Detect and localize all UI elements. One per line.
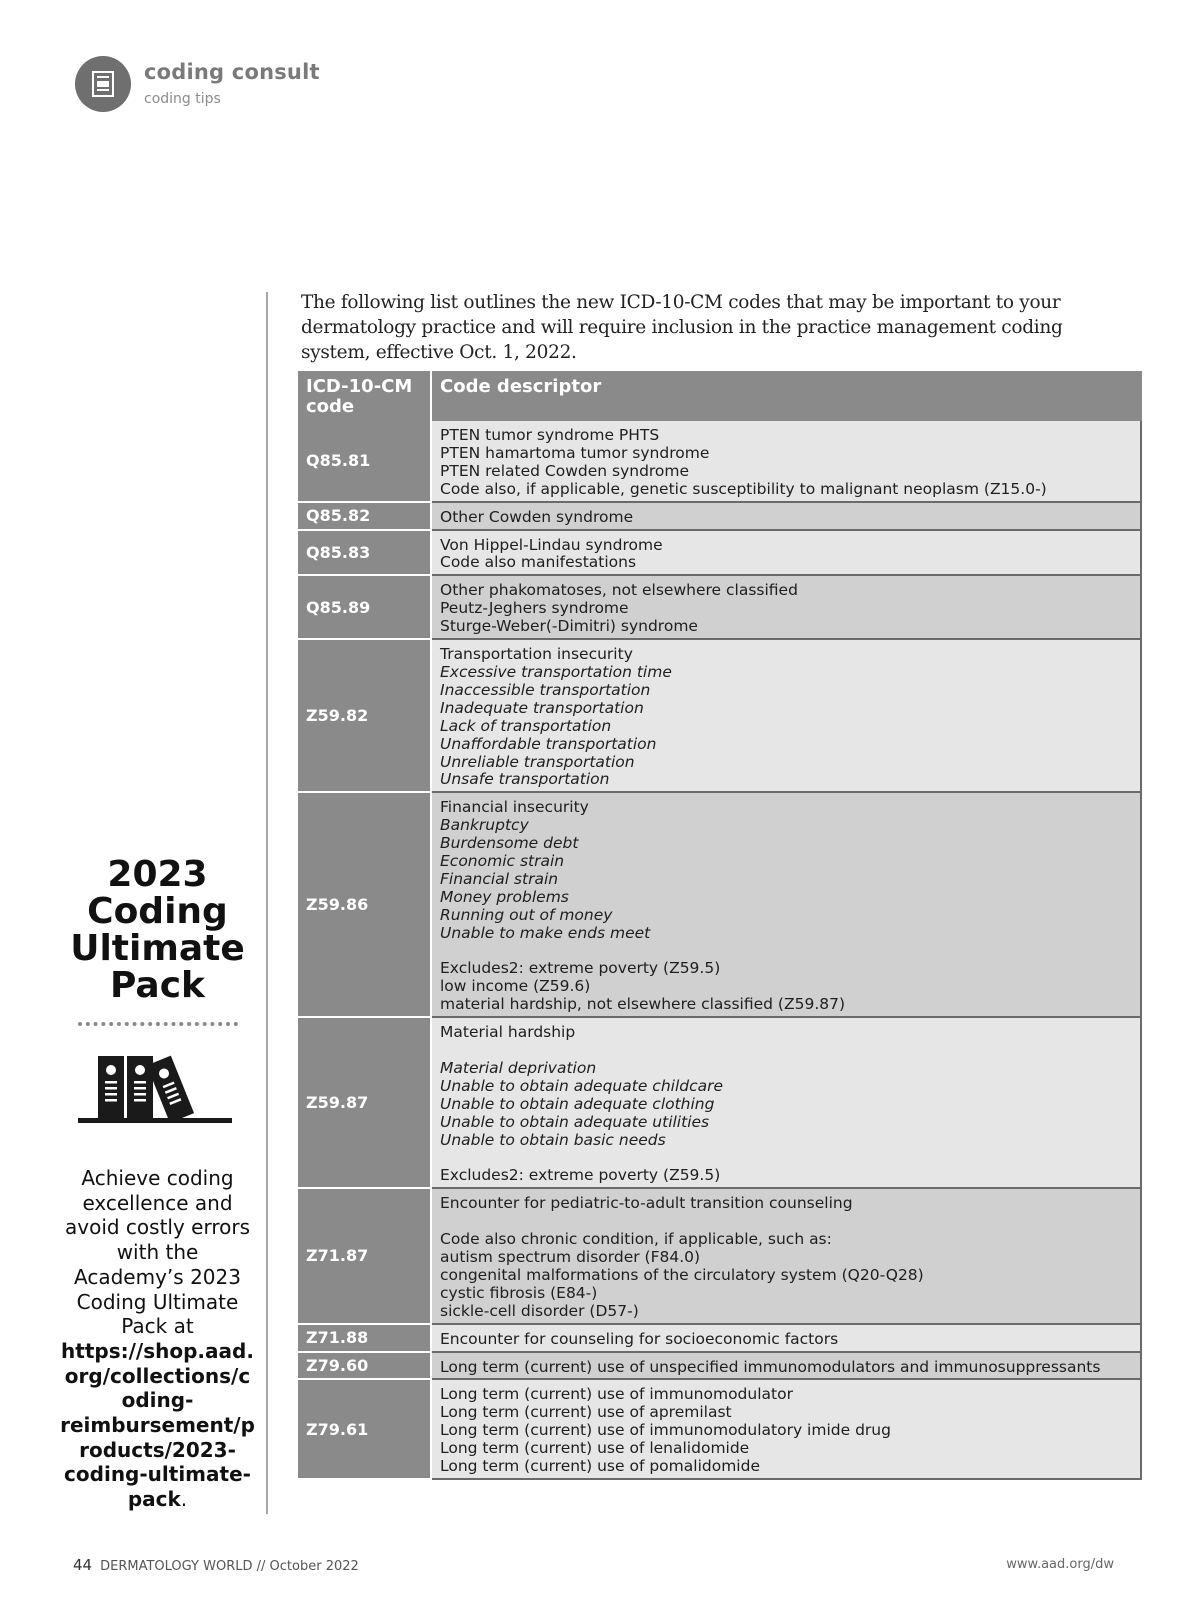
descriptor-line: Long term (current) use of unspecified immunomodulators and immunosuppressants bbox=[440, 1357, 1101, 1376]
descriptor-line: Unable to obtain adequate clothing bbox=[440, 1094, 715, 1113]
descriptor-line: Transportation insecurity bbox=[440, 645, 633, 664]
descriptor-line: Code also chronic condition, if applicable, such as: bbox=[440, 1230, 832, 1249]
page-number: 44 bbox=[73, 1556, 93, 1574]
descriptor-line: Excessive transportation time bbox=[440, 662, 672, 681]
descriptor-line bbox=[440, 943, 1132, 961]
icd-code-table bbox=[298, 371, 1142, 1480]
descriptor-line: PTEN hamartoma tumor syndrome bbox=[440, 443, 710, 462]
descriptor-cell bbox=[432, 1353, 1142, 1381]
descriptor-line: autism spectrum disorder (F84.0) bbox=[440, 1248, 701, 1266]
dotted-divider bbox=[78, 1022, 238, 1026]
descriptor-line: Unreliable transportation bbox=[440, 752, 635, 771]
descriptor-line: material hardship, not elsewhere classified (Z59.87) bbox=[440, 995, 846, 1014]
descriptor-line: sickle-cell disorder (D57-) bbox=[440, 1301, 639, 1320]
descriptor-line: Sturge-Weber(-Dimitri) syndrome bbox=[440, 617, 698, 636]
descriptor-line: Money problems bbox=[440, 887, 569, 906]
descriptor-cell bbox=[432, 640, 1142, 793]
descriptor-line: cystic fibrosis (E84-) bbox=[440, 1283, 598, 1302]
descriptor-cell bbox=[432, 1018, 1142, 1189]
column-header-descriptor: Code descriptor bbox=[432, 371, 1142, 421]
code-cell: Z59.82 bbox=[298, 640, 432, 793]
descriptor-line: Encounter for counseling for socioeconomic factors bbox=[440, 1329, 839, 1348]
descriptor-line: Long term (current) use of immunomodulatory imide drug bbox=[440, 1421, 891, 1440]
code-cell: Z59.87 bbox=[298, 1018, 432, 1189]
table-row bbox=[298, 1018, 1142, 1189]
document-icon bbox=[75, 56, 131, 112]
promo-link[interactable]: https://shop.aad.org/collections/coding-reimbursement/products/2023-coding-ultimate-pack bbox=[60, 1338, 255, 1512]
promo-title-line: Pack bbox=[110, 965, 205, 1006]
books-icon bbox=[78, 1052, 234, 1130]
promo-title-line: Ultimate bbox=[70, 928, 245, 969]
descriptor-cell bbox=[432, 1325, 1142, 1353]
table-row bbox=[298, 1189, 1142, 1324]
descriptor-line: Burdensome debt bbox=[440, 834, 579, 853]
descriptor-line: Financial strain bbox=[440, 869, 559, 888]
table-row bbox=[298, 503, 1142, 531]
publication-info: DERMATOLOGY WORLD // October 2022 bbox=[100, 1559, 359, 1574]
code-cell: Q85.81 bbox=[298, 421, 432, 503]
descriptor-line: Material hardship bbox=[440, 1023, 576, 1042]
code-cell: Z79.61 bbox=[298, 1380, 432, 1480]
descriptor-line: Financial insecurity bbox=[440, 798, 589, 817]
table-row bbox=[298, 640, 1142, 793]
column-header-code: ICD-10-CM code bbox=[298, 371, 432, 421]
promo-title-line: Coding bbox=[87, 891, 228, 932]
descriptor-line: Long term (current) use of lenalidomide bbox=[440, 1439, 750, 1458]
descriptor-line: Material deprivation bbox=[440, 1058, 597, 1077]
descriptor-line: Von Hippel-Lindau syndrome bbox=[440, 535, 663, 554]
descriptor-line bbox=[440, 1213, 1132, 1231]
section-subtitle: coding tips bbox=[144, 91, 221, 107]
code-cell: Z79.60 bbox=[298, 1353, 432, 1381]
table-row bbox=[298, 531, 1142, 577]
descriptor-cell bbox=[432, 531, 1142, 577]
descriptor-line: Inaccessible transportation bbox=[440, 680, 651, 699]
descriptor-line: Long term (current) use of apremilast bbox=[440, 1403, 732, 1422]
descriptor-line: Other Cowden syndrome bbox=[440, 507, 634, 526]
descriptor-cell bbox=[432, 576, 1142, 640]
descriptor-line: Bankruptcy bbox=[440, 816, 529, 835]
descriptor-line bbox=[440, 1150, 1132, 1168]
promo-title bbox=[60, 856, 255, 1004]
descriptor-line: Excludes2: extreme poverty (Z59.5) bbox=[440, 959, 721, 978]
descriptor-line: Unable to make ends meet bbox=[440, 923, 651, 942]
descriptor-line: Encounter for pediatric-to-adult transition counseling bbox=[440, 1194, 853, 1213]
footer-left bbox=[73, 1556, 359, 1574]
code-cell: Z59.86 bbox=[298, 793, 432, 1018]
descriptor-line: Code also, if applicable, genetic susceptibility to malignant neoplasm (Z15.0-) bbox=[440, 479, 1047, 498]
descriptor-line: Unable to obtain basic needs bbox=[440, 1130, 666, 1149]
descriptor-line: congenital malformations of the circulatory system (Q20-Q28) bbox=[440, 1265, 924, 1284]
promo-period: . bbox=[180, 1487, 188, 1512]
descriptor-line: Other phakomatoses, not elsewhere classified bbox=[440, 581, 798, 600]
code-cell: Z71.87 bbox=[298, 1189, 432, 1324]
descriptor-cell bbox=[432, 503, 1142, 531]
descriptor-line: Peutz-Jeghers syndrome bbox=[440, 599, 629, 618]
sidebar-divider bbox=[266, 292, 268, 1514]
code-cell: Q85.83 bbox=[298, 531, 432, 577]
table-row bbox=[298, 1325, 1142, 1353]
descriptor-cell bbox=[432, 793, 1142, 1018]
table-header-row bbox=[298, 371, 1142, 421]
code-cell: Q85.82 bbox=[298, 503, 432, 531]
code-cell: Z71.88 bbox=[298, 1325, 432, 1353]
descriptor-line: Inadequate transportation bbox=[440, 698, 644, 717]
table-row bbox=[298, 421, 1142, 503]
descriptor-line: Unaffordable transportation bbox=[440, 734, 657, 753]
descriptor-cell bbox=[432, 1189, 1142, 1324]
descriptor-line: Long term (current) use of immunomodulator bbox=[440, 1385, 793, 1404]
table-row bbox=[298, 793, 1142, 1018]
promo-title-line: 2023 bbox=[107, 854, 208, 895]
descriptor-line: Lack of transportation bbox=[440, 716, 612, 735]
descriptor-line bbox=[440, 1042, 1132, 1060]
section-title: coding consult bbox=[144, 60, 320, 84]
footer-url: www.aad.org/dw bbox=[1006, 1557, 1114, 1572]
descriptor-line: PTEN tumor syndrome PHTS bbox=[440, 426, 660, 444]
descriptor-line: Unable to obtain adequate childcare bbox=[440, 1076, 724, 1095]
descriptor-line: Code also manifestations bbox=[440, 553, 637, 572]
promo-body: Achieve coding excellence and avoid costly errors with the Academy’s 2023 Coding Ultimate Pack at bbox=[64, 1166, 251, 1339]
table-row bbox=[298, 576, 1142, 640]
descriptor-line: Long term (current) use of pomalidomide bbox=[440, 1457, 760, 1476]
table-body bbox=[298, 421, 1142, 1480]
descriptor-line: Economic strain bbox=[440, 852, 565, 871]
descriptor-line: Running out of money bbox=[440, 905, 613, 924]
table-row bbox=[298, 1380, 1142, 1480]
descriptor-cell bbox=[432, 1380, 1142, 1480]
descriptor-line: low income (Z59.6) bbox=[440, 977, 591, 996]
descriptor-line: Excludes2: extreme poverty (Z59.5) bbox=[440, 1166, 721, 1185]
promo-text bbox=[60, 1166, 255, 1512]
descriptor-line: PTEN related Cowden syndrome bbox=[440, 461, 690, 480]
intro-paragraph: The following list outlines the new ICD-10-CM codes that may be important to your dermatology practice and will require inclusion in the practice management coding system, effective Oct. 1, 2022. bbox=[301, 292, 1063, 363]
code-cell: Q85.89 bbox=[298, 576, 432, 640]
descriptor-cell bbox=[432, 421, 1142, 503]
descriptor-line: Unable to obtain adequate utilities bbox=[440, 1112, 710, 1131]
table-row bbox=[298, 1353, 1142, 1381]
descriptor-line: Unsafe transportation bbox=[440, 770, 610, 789]
